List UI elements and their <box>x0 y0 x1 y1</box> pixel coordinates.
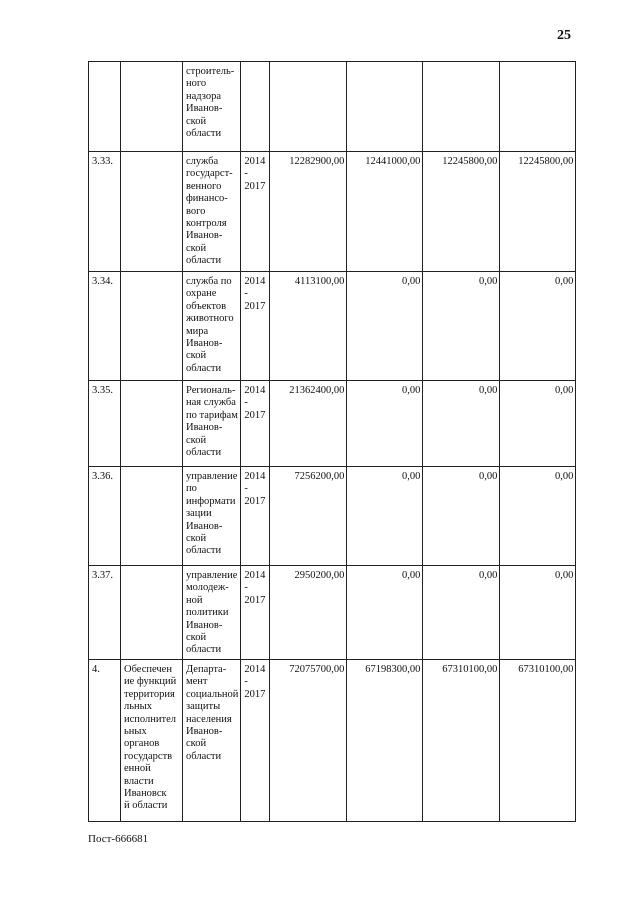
amount-2014: 72075700,00 <box>270 660 347 822</box>
executor-name: Департа- мент социальной защиты населения Иванов- ской области <box>183 660 241 822</box>
row-number: 3.37. <box>89 566 121 660</box>
amount-2014: 12282900,00 <box>270 152 347 272</box>
table-row <box>89 660 576 822</box>
amount-2016: 0,00 <box>423 272 500 381</box>
amount-2014: 4113100,00 <box>270 272 347 381</box>
activity-name: Обеспечен ие функций территория льных исполнител ьных органов государств енной власти Ивановск й области <box>121 660 183 822</box>
activity-name <box>121 152 183 272</box>
executor-name: служба по охране объектов животного мира Иванов- ской области <box>183 272 241 381</box>
amount-2016: 12245800,00 <box>423 152 500 272</box>
budget-table <box>88 61 576 822</box>
activity-name <box>121 467 183 566</box>
amount-2017: 0,00 <box>500 566 576 660</box>
period: 2014 - 2017 <box>241 381 270 467</box>
row-number: 3.33. <box>89 152 121 272</box>
amount-2014: 21362400,00 <box>270 381 347 467</box>
amount-2016 <box>423 62 500 152</box>
table-row <box>89 62 576 152</box>
table-row <box>89 566 576 660</box>
amount-2016: 0,00 <box>423 467 500 566</box>
table-row <box>89 381 576 467</box>
executor-name: Региональ- ная служба по тарифам Иванов- ской области <box>183 381 241 467</box>
period: 2014 - 2017 <box>241 152 270 272</box>
executor-name: управление молодеж- ной политики Иванов- ской области <box>183 566 241 660</box>
row-number: 3.35. <box>89 381 121 467</box>
amount-2017: 0,00 <box>500 381 576 467</box>
executor-name: управление по информати зации Иванов- ской области <box>183 467 241 566</box>
page-number: 25 <box>557 28 571 43</box>
activity-name <box>121 62 183 152</box>
amount-2017 <box>500 62 576 152</box>
period <box>241 62 270 152</box>
period: 2014 - 2017 <box>241 467 270 566</box>
amount-2015: 0,00 <box>347 467 423 566</box>
amount-2017: 0,00 <box>500 272 576 381</box>
amount-2017: 67310100,00 <box>500 660 576 822</box>
activity-name <box>121 381 183 467</box>
amount-2014: 7256200,00 <box>270 467 347 566</box>
amount-2015: 12441000,00 <box>347 152 423 272</box>
amount-2017: 0,00 <box>500 467 576 566</box>
amount-2015: 0,00 <box>347 566 423 660</box>
amount-2016: 0,00 <box>423 381 500 467</box>
amount-2015: 0,00 <box>347 272 423 381</box>
row-number <box>89 62 121 152</box>
amount-2015: 67198300,00 <box>347 660 423 822</box>
period: 2014 - 2017 <box>241 272 270 381</box>
amount-2014: 2950200,00 <box>270 566 347 660</box>
amount-2015 <box>347 62 423 152</box>
executor-name: строитель- ного надзора Иванов- ской области <box>183 62 241 152</box>
activity-name <box>121 566 183 660</box>
amount-2014 <box>270 62 347 152</box>
row-number: 3.36. <box>89 467 121 566</box>
activity-name <box>121 272 183 381</box>
row-number: 3.34. <box>89 272 121 381</box>
amount-2015: 0,00 <box>347 381 423 467</box>
document-footer-code: Пост-666681 <box>88 833 149 845</box>
period: 2014 - 2017 <box>241 660 270 822</box>
amount-2017: 12245800,00 <box>500 152 576 272</box>
period: 2014 - 2017 <box>241 566 270 660</box>
table-row <box>89 467 576 566</box>
table-row <box>89 272 576 381</box>
table-row <box>89 152 576 272</box>
row-number: 4. <box>89 660 121 822</box>
amount-2016: 67310100,00 <box>423 660 500 822</box>
executor-name: служба государст- венного финансо- вого контроля Иванов- ской области <box>183 152 241 272</box>
amount-2016: 0,00 <box>423 566 500 660</box>
